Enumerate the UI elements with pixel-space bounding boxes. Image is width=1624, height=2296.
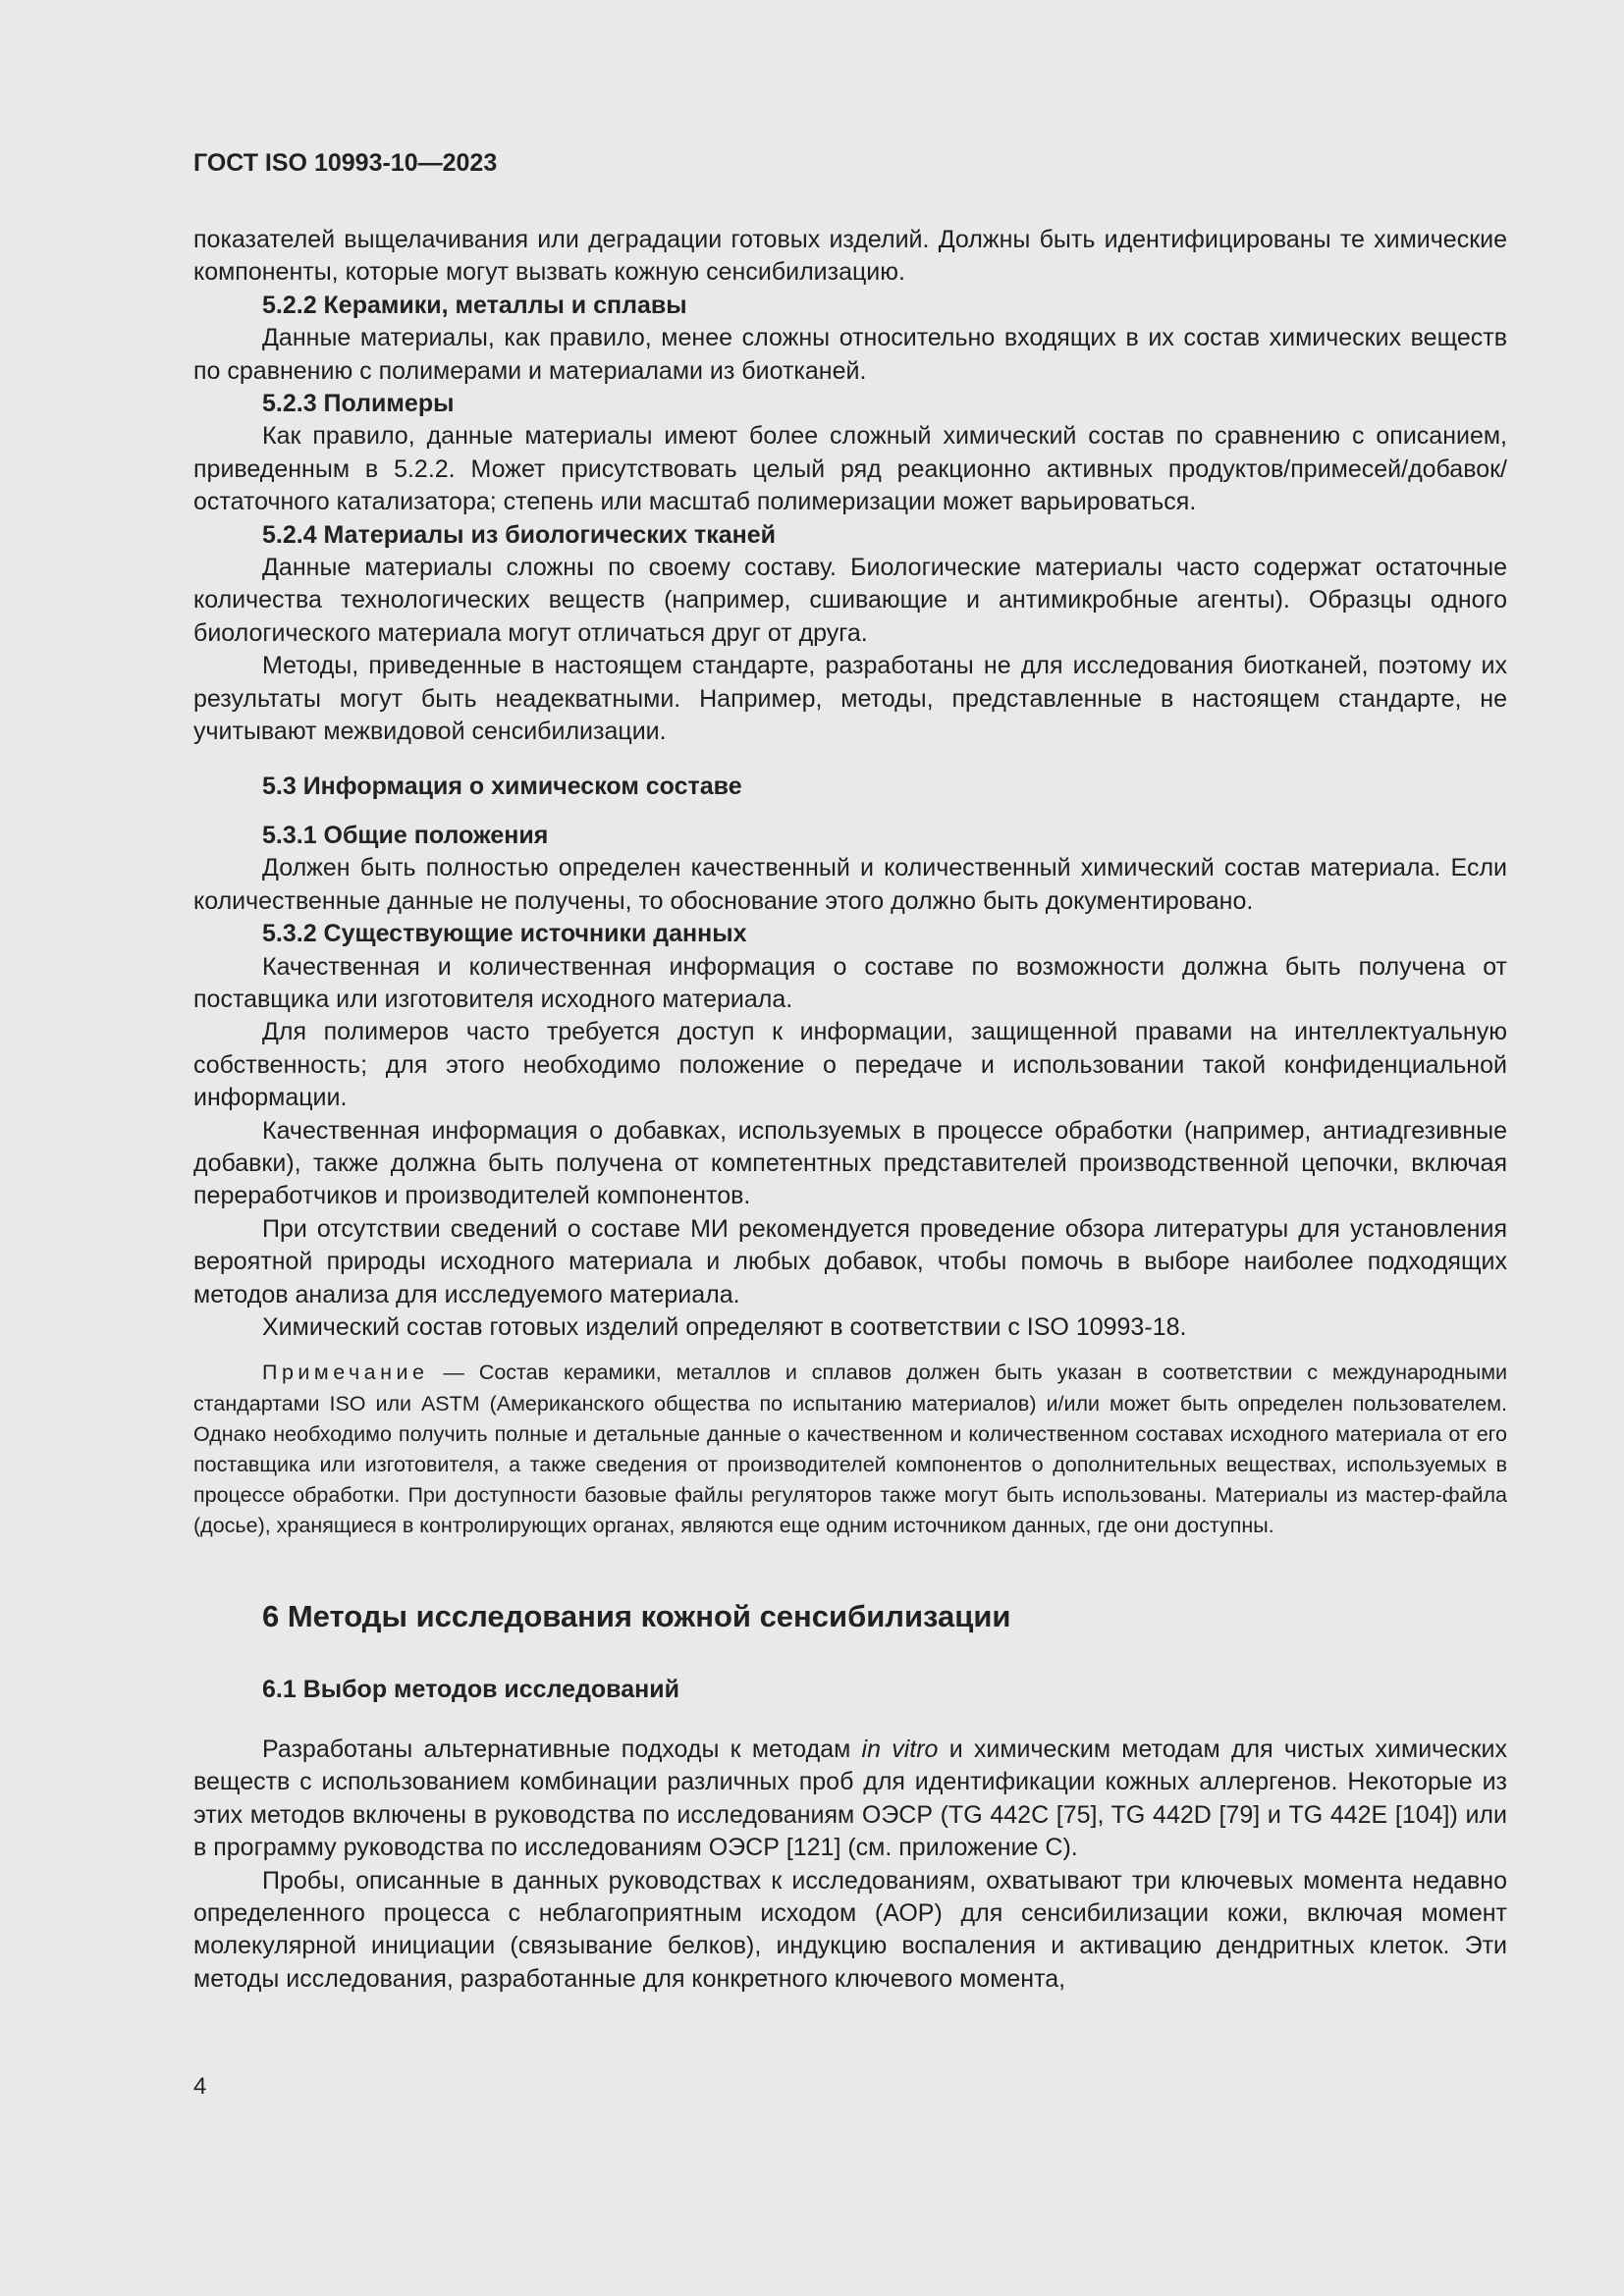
paragraph: Пробы, описанные в данных руководствах к исследованиям, охватывают три ключевых момента недавно определенного процесса с неблагоприятным исходом (АОР) для сенсибилизации кожи, включая момент молекулярной инициации (связывание белков), индукцию воспаления и активацию дендритных клеток. Эти методы исследования, разработанные для конкретного ключевого момента, [193, 1866, 1507, 1993]
subsection-heading: 5.3.1 Общие положения [262, 821, 549, 849]
note-text: Состав керамики, металлов и сплавов должен быть указан в соответствии с международными стандартами ISO или ASTM (Американского общества по испытанию материалов) и/или может быть определен пользователем. Однако необходимо получить полные и детальные данные о качественном и количественном составах исходного материала от его поставщика или изготовителя, а также сведения от производителей компонентов о дополнительных веществах, используемых в процессе обработки. При доступности базовые файлы регуляторов также могут быть использованы. Материалы из мастер-файла (досье), хранящиеся в контролирующих органах, являются еще одним источником данных, где они доступны. [193, 1361, 1508, 1538]
section-heading: 6 Методы исследования кожной сенсибилизации [262, 1598, 1011, 1633]
page-number: 4 [193, 2073, 207, 2100]
paragraph: Должен быть полностью определен качественный и количественный химический состав материала. Если количественные данные не получены, то обоснование этого должно быть документировано. [193, 854, 1507, 915]
paragraph: Данные материалы сложны по своему составу. Биологические материалы часто содержат остаточные количества технологических веществ (например, сшивающие и антимикробные агенты). Образцы одного биологического материала могут отличаться друг от друга. [193, 554, 1507, 647]
subsection-heading: 6.1 Выбор методов исследований [262, 1675, 679, 1703]
spacer [193, 1636, 1507, 1674]
note-dash: — [428, 1361, 479, 1385]
paragraph: Как правило, данные материалы имеют более сложный химический состав по сравнению с описанием, приведенным в 5.2.2. Может присутствовать целый ряд реакционно активных продуктов/примесей/добавок/остаточного катализатора; степень или масштаб полимеризации может варьироваться. [193, 422, 1507, 516]
spacer [193, 749, 1507, 771]
subsection-heading: 5.2.3 Полимеры [262, 390, 455, 418]
body-text [193, 224, 1507, 1996]
note-label: Примечание [262, 1361, 429, 1385]
subsection-heading: 5.3 Информация о химическом составе [262, 772, 742, 800]
paragraph: Методы, приведенные в настоящем стандарте, разработаны не для исследования биотканей, поэтому их результаты могут быть неадекватными. Например, методы, представленные в настоящем стандарте, не учитывают межвидовой сенсибилизации. [193, 652, 1507, 746]
subsection-heading: 5.2.4 Материалы из биологических тканей [262, 520, 777, 549]
paragraph: При отсутствии сведений о составе МИ рекомендуется проведение обзора литературы для установления вероятной природы исходного материала и любых добавок, чтобы помочь в выборе наиболее подходящих методов анализа для исследуемого материала. [193, 1214, 1507, 1308]
spacer [193, 1542, 1507, 1597]
paragraph: Химический состав готовых изделий определяют в соответствии с ISO 10993-18. [262, 1313, 1187, 1341]
paragraph: Данные материалы, как правило, менее сложны относительно входящих в их состав химических веществ по сравнению с полимерами и материалами из биотканей. [193, 324, 1507, 385]
spacer [193, 803, 1507, 820]
paragraph [193, 1734, 1507, 1865]
italic-term: in vitro [861, 1735, 939, 1764]
paragraph-text: Разработаны альтернативные подходы к методам [262, 1735, 862, 1764]
paragraph: показателей выщелачивания или деградации готовых изделий. Должны быть идентифицированы те химические компоненты, которые могут вызвать кожную сенсибилизацию. [193, 226, 1507, 287]
note [193, 1358, 1507, 1541]
paragraph: Качественная информация о добавках, используемых в процессе обработки (например, антиадгезивные добавки), также должна быть получена от компетентных представителей производственной цепочки, включая переработчиков и производителей компонентов. [193, 1116, 1507, 1210]
document-header: ГОСТ ISO 10993-10—2023 [193, 149, 498, 177]
paragraph-text: и химическим методам для чистых химических веществ с использованием комбинации различных проб для идентификации кожных аллергенов. Некоторые из этих методов включены в руководства по исследованиям ОЭСР (TG 442C [75], TG 442D [79] и TG 442E [104]) или в программу руководства по исследованиям ОЭСР [121] (см. приложение С). [193, 1735, 1507, 1862]
paragraph: Для полимеров часто требуется доступ к информации, защищенной правами на интеллектуальную собственность; для этого необходимо положение о передаче и использовании такой конфиденциальной информации. [193, 1018, 1507, 1112]
subsection-heading: 5.2.2 Керамики, металлы и сплавы [262, 291, 687, 319]
spacer [193, 1706, 1507, 1734]
subsection-heading: 5.3.2 Существующие источники данных [262, 920, 747, 948]
spacer [193, 1344, 1507, 1358]
paragraph: Качественная и количественная информация о составе по возможности должна быть получена от поставщика или изготовителя исходного материала. [193, 952, 1507, 1013]
